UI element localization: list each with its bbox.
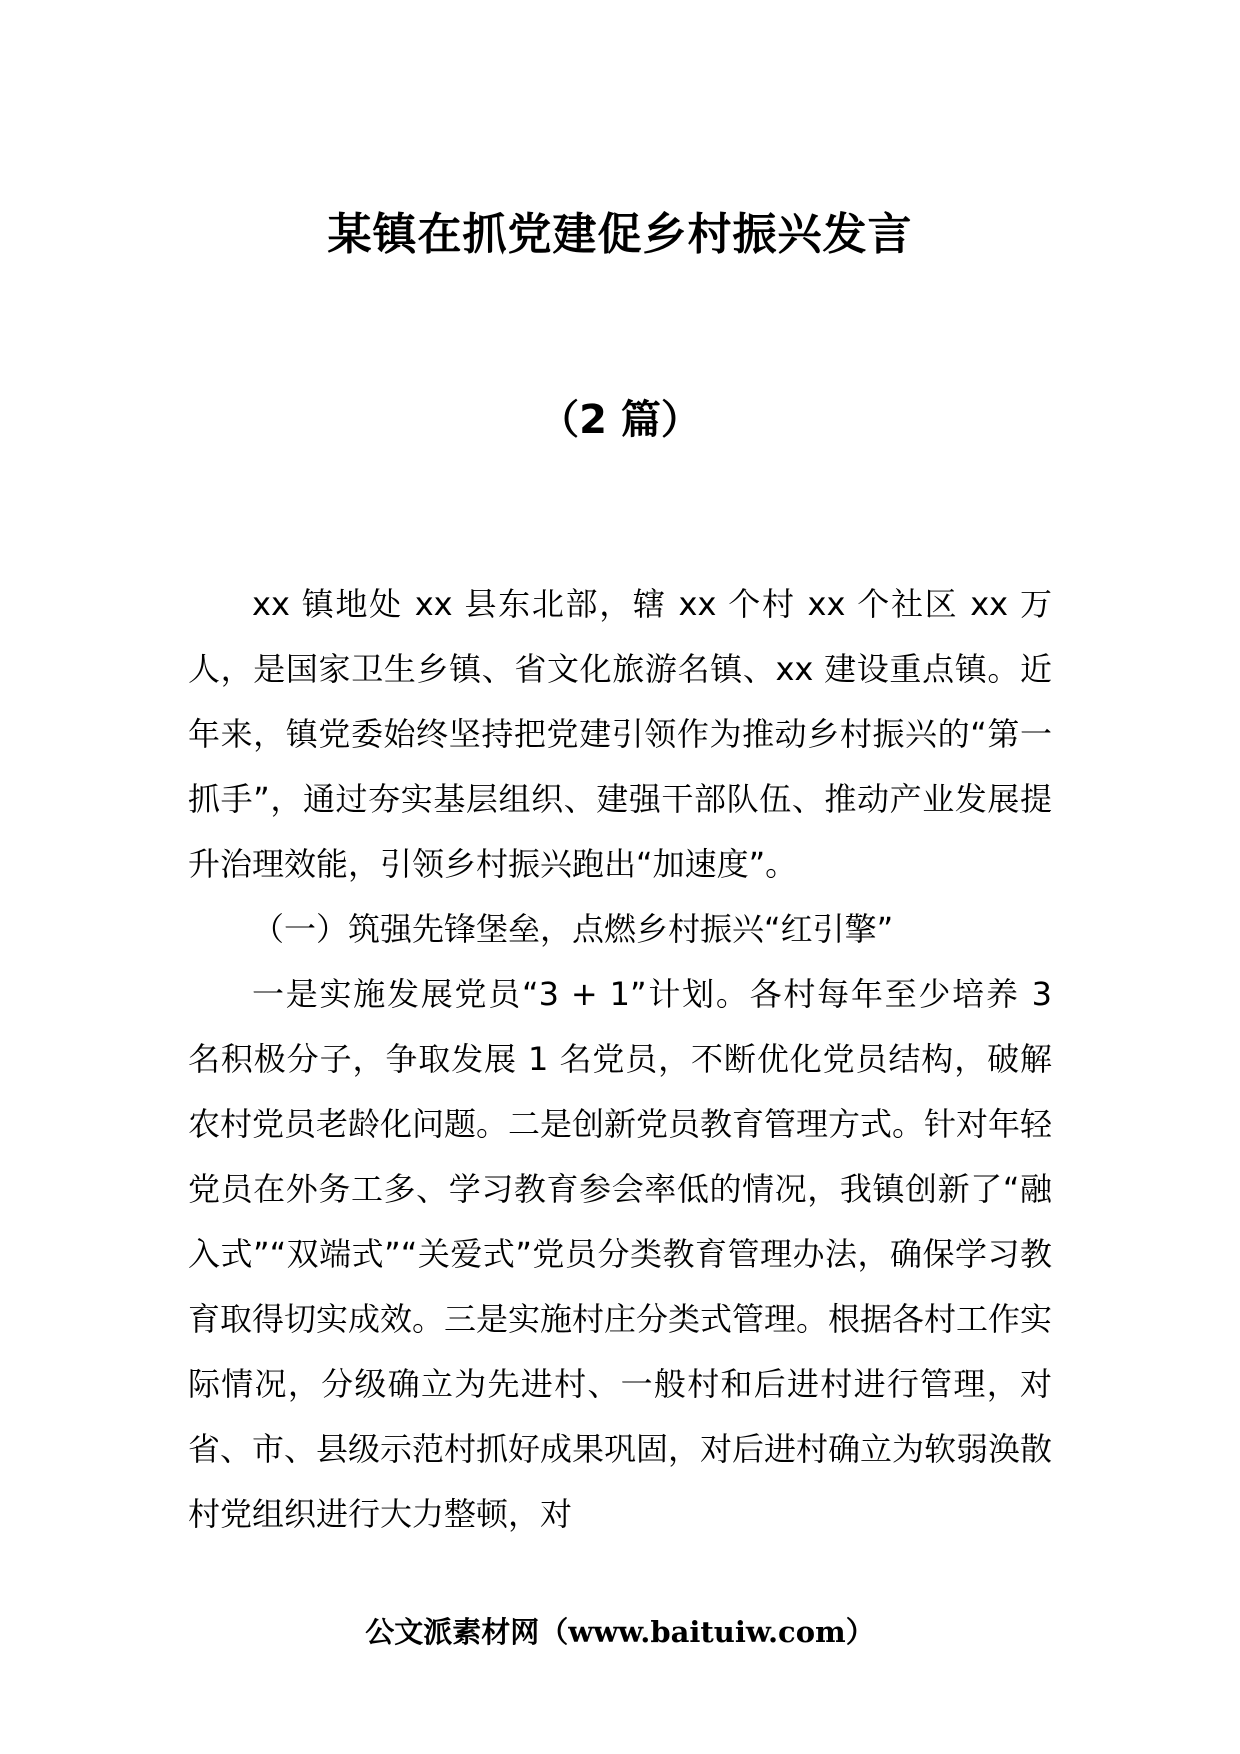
paragraph-intro: xx 镇地处 xx 县东北部，辖 xx 个村 xx 个社区 xx 万人，是国家卫生乡镇、省文化旅游名镇、xx 建设重点镇。近年来，镇党委始终坚持把党建引领作为推动乡村振兴的“第一抓手”，通过夯实基层组织、建强干部队伍、推动产业发展提升治理效能，引领乡村振兴跑出“加速度”。 [188, 585, 1052, 883]
document-body [188, 572, 1052, 1547]
section-heading: （一）筑强先锋堡垒，点燃乡村振兴“红引擎” [252, 910, 894, 948]
footer-source: 公文派素材网（www.baituiw.com） [365, 1615, 875, 1649]
document-title: 某镇在抓党建促乡村振兴发言 [327, 209, 913, 260]
paragraph-measures: 一是实施发展党员“3 + 1”计划。各村每年至少培养 3 名积极分子，争取发展 1 名党员，不断优化党员结构，破解农村党员老龄化问题。二是创新党员教育管理方式。针对年轻党员在外务工多、学习教育参会率低的情况，我镇创新了“融入式”“双端式”“关爱式”党员分类教育管理办法，确保学习教育取得切实成效。三是实施村庄分类式管理。根据各村工作实际情况，分级确立为先进村、一般村和后进村进行管理，对省、市、县级示范村抓好成果巩固，对后进村确立为软弱涣散村党组织进行大力整顿，对 [188, 975, 1053, 1533]
document-subtitle: （2 篇） [539, 397, 701, 443]
